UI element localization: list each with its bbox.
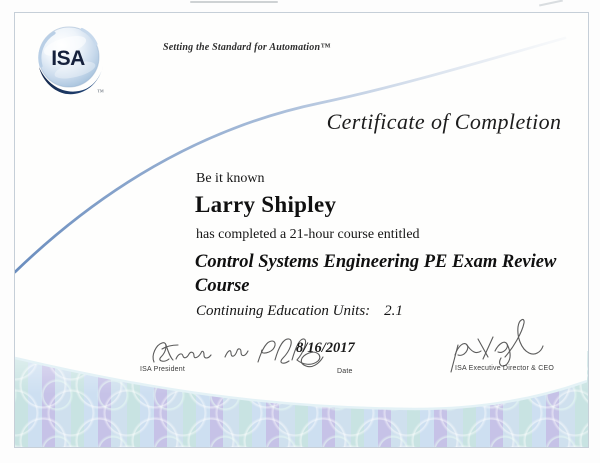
course-title: Control Systems Engineering PE Exam Review Course bbox=[195, 252, 557, 296]
date-label: Date bbox=[337, 368, 353, 375]
ceu-line bbox=[196, 303, 403, 320]
isa-logo bbox=[37, 25, 107, 97]
executive-label: ISA Executive Director & CEO bbox=[455, 365, 554, 372]
ceo-signature bbox=[445, 315, 565, 387]
trademark-symbol: ™ bbox=[97, 88, 104, 96]
ceu-label: Continuing Education Units: bbox=[196, 303, 371, 319]
scan-artifact bbox=[539, 0, 563, 6]
president-label: ISA President bbox=[140, 366, 186, 373]
completion-line: has completed a 21-hour course entitled bbox=[196, 227, 420, 242]
recipient-name: Larry Shipley bbox=[195, 192, 337, 217]
intro-line: Be it known bbox=[196, 171, 265, 186]
certificate bbox=[14, 12, 589, 448]
isa-globe-icon bbox=[37, 25, 107, 97]
certificate-title: Certificate of Completion bbox=[326, 109, 562, 134]
ceu-value: 2.1 bbox=[384, 303, 403, 319]
date-value: 8/16/2017 bbox=[296, 340, 355, 356]
isa-logo-text: ISA bbox=[51, 47, 85, 70]
scan-artifact bbox=[190, 1, 278, 3]
tagline: Setting the Standard for Automation™ bbox=[163, 42, 331, 53]
